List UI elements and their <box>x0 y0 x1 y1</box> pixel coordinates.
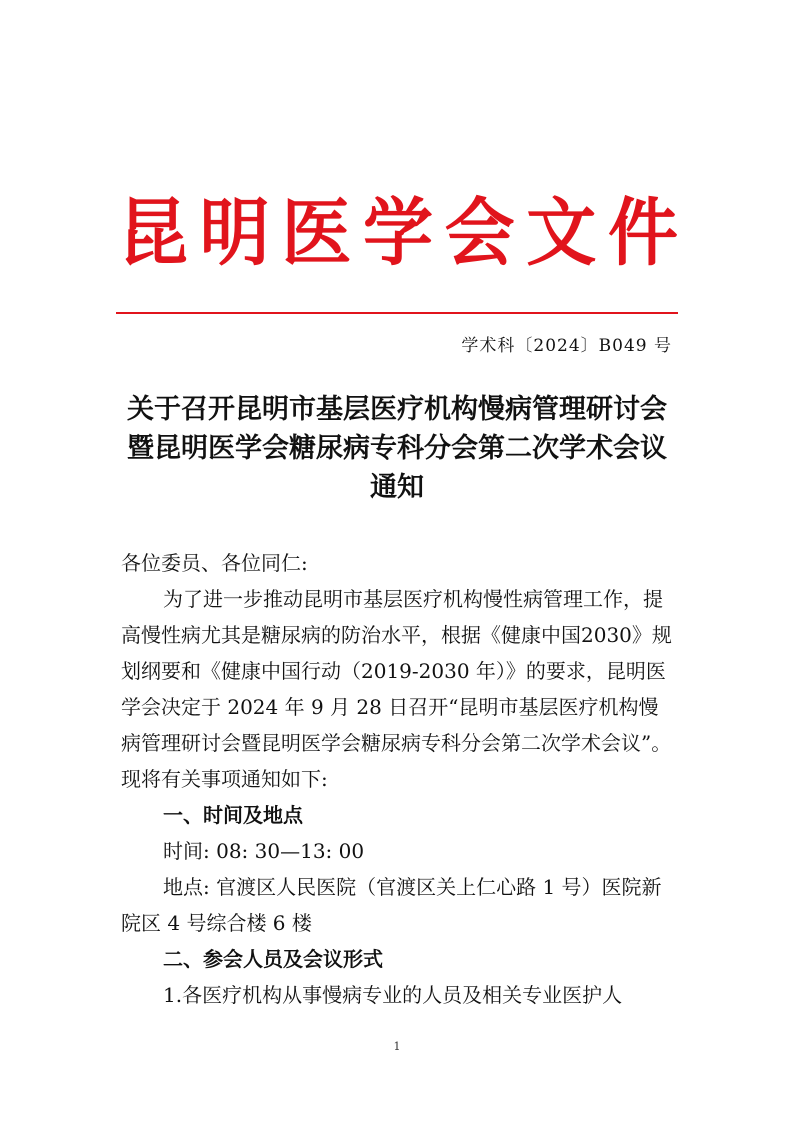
header-char: 明 <box>199 189 270 277</box>
title-line: 暨昆明医学会糖尿病专科分会第二次学术会议 <box>127 433 667 464</box>
attendee-item-1: 1.各医疗机构从事慢病专业的人员及相关专业医护人 <box>163 983 623 1007</box>
intro-paragraph: 为了进一步推动昆明市基层医疗机构慢性病管理工作，提高慢性病尤其是糖尿病的防治水平，根据《健康中国2030》规划纲要和《健康中国行动（2019-2030 年）》的要求，昆明医学会决定于 2024 年 9 月 28 日召开“昆明市基层医疗机构慢病管理研讨会暨昆明医学会糖尿病专科分会第二次学术会议”。现将有关事项通知如下: <box>121 587 672 791</box>
header-char: 昆 <box>118 189 188 277</box>
title-line: 通知 <box>370 472 424 503</box>
salutation: 各位委员、各位同仁: <box>121 551 308 575</box>
red-divider-line <box>116 312 678 314</box>
document-body <box>121 545 677 1013</box>
document-title <box>100 390 694 507</box>
header-char: 医 <box>281 189 352 277</box>
section-heading-attendees: 二、参会人员及会议形式 <box>163 947 383 971</box>
document-number: 学术科〔2024〕B049 号 <box>461 336 672 356</box>
header-char: 文 <box>526 189 597 277</box>
location-line: 地点: 官渡区人民医院（官渡区关上仁心路 1 号）医院新院区 4 号综合楼 6 楼 <box>121 875 662 935</box>
header-char: 会 <box>444 189 515 277</box>
section-heading-time-location: 一、时间及地点 <box>163 803 303 827</box>
page-number: 1 <box>393 1040 401 1053</box>
header-char: 学 <box>362 189 433 277</box>
time-line: 时间: 08: 30—13: 00 <box>163 839 365 863</box>
header-char: 件 <box>607 189 678 277</box>
title-line: 关于召开昆明市基层医疗机构慢病管理研讨会 <box>127 394 667 425</box>
org-document-header <box>118 188 678 278</box>
